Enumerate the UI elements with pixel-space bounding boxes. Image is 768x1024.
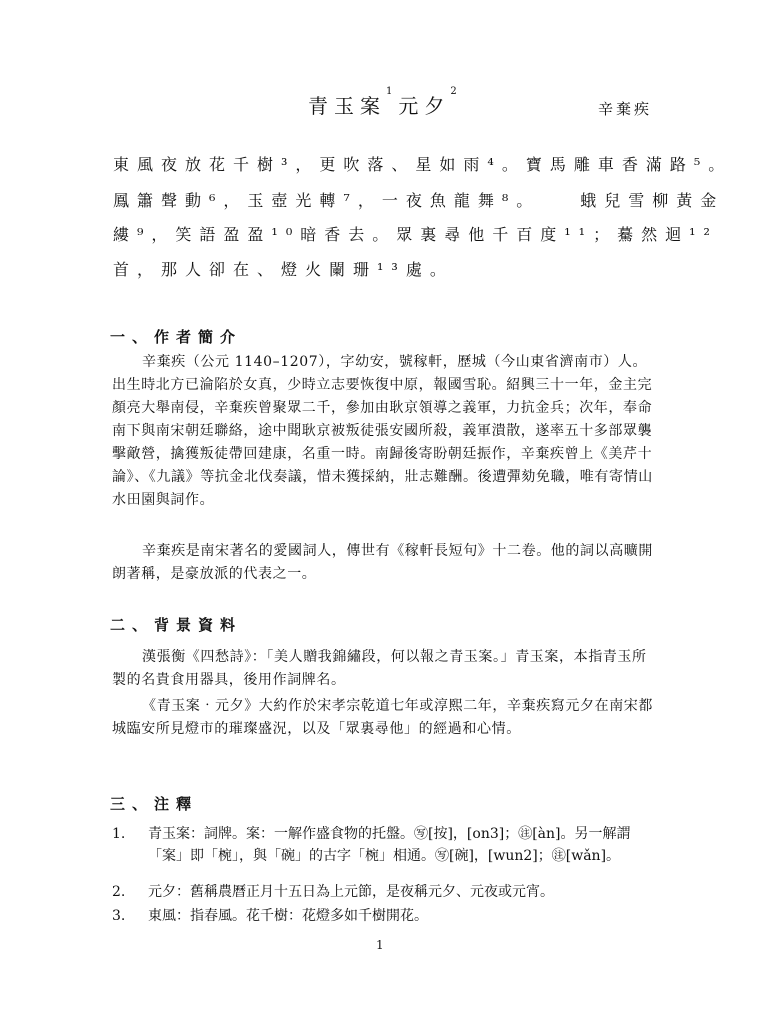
note-text: 元夕：舊稱農曆正月十五日為上元節，是夜稱元夕、元夜或元宵。: [148, 884, 554, 900]
section-heading-author: 一、作者簡介: [110, 328, 243, 346]
note-item: [112, 823, 660, 867]
title-footnote-1: 1: [386, 86, 399, 97]
note-number: 1.: [112, 826, 126, 842]
background-paragraph-2: 《青玉案‧元夕》大約作於宋孝宗乾道七年或淳熙二年，辛棄疾寫元夕在南宋都城臨安所見燈市的璀璨盛況，以及「眾裏尋他」的經過和心情。: [112, 698, 653, 737]
poem-line-2: 鳳簫聲動⁶，玉壺光轉⁷，一夜魚龍舞⁸。 蛾兒雪柳黃金: [113, 191, 725, 210]
poem-author: 辛棄疾: [598, 100, 653, 118]
author-bio-paragraph: 辛棄疾（公元 1140–1207），字幼安，號稼軒，歷城（今山東省濟南市）人。出生時北方已淪陷於女真，少時立志要恢復中原，報國雪恥。紹興三十一年，金主完顏亮大舉南侵，辛棄疾曾聚眾二千，參加由耿京領導之義軍，力抗金兵；次年，奉命南下與南宋朝廷聯絡，途中聞耿京被叛徒張安國所殺，義軍潰散，遂率五十多部眾襲擊敵營，擒獲叛徒帶回建康，名重一時。南歸後寄盼朝廷振作，辛棄疾曾上《美芹十論》、《九議》等抗金北伐奏議，惜未獲採納，壯志難酬。後遭彈劾免職，唯有寄情山水田園與詞作。: [112, 354, 653, 508]
note-text: 青玉案：詞牌。案：一解作盛食物的托盤。㊢[按]，[on3]；㊟[àn]。另一解謂「案」即「椀」，與「碗」的古字「椀」相通。㊢[碗]，[wun2]；㊟[wǎn]。: [148, 826, 631, 864]
page-number: 1: [376, 938, 384, 952]
title-footnote-2: 2: [450, 86, 463, 97]
poem-line-4: 首，那人卻在、燈火闌珊¹³處。: [113, 260, 454, 279]
note-text: 東風：指春風。花千樹：花燈多如千樹開花。: [148, 908, 428, 924]
poem-line-3: 縷⁹，笑語盈盈¹⁰暗香去。眾裏尋他千百度¹¹；驀然迴¹²: [113, 225, 718, 244]
author-summary-paragraph: 辛棄疾是南宋著名的愛國詞人，傳世有《稼軒長短句》十二卷。他的詞以高曠開朗著稱，是豪放派的代表之一。: [112, 543, 653, 582]
note-number: 3.: [112, 908, 126, 924]
poem-line-1: 東風夜放花千樹³，更吹落、星如雨⁴。寶馬雕車香滿路⁵。: [113, 155, 733, 174]
poem-title: [308, 86, 463, 119]
note-number: 2.: [112, 884, 126, 900]
title-text: 青玉案: [308, 94, 386, 118]
section-heading-background: 二、背景資料: [110, 616, 243, 634]
section-heading-notes: 三、注釋: [110, 795, 199, 813]
note-item: [112, 905, 660, 927]
background-paragraph-1: 漢張衡《四愁詩》：「美人贈我錦繡段，何以報之青玉案。」青玉案，本指青玉所製的名貴食用器具，後用作詞牌名。: [112, 649, 647, 688]
title-subtitle: 元夕: [398, 94, 451, 118]
note-item: [112, 881, 660, 903]
